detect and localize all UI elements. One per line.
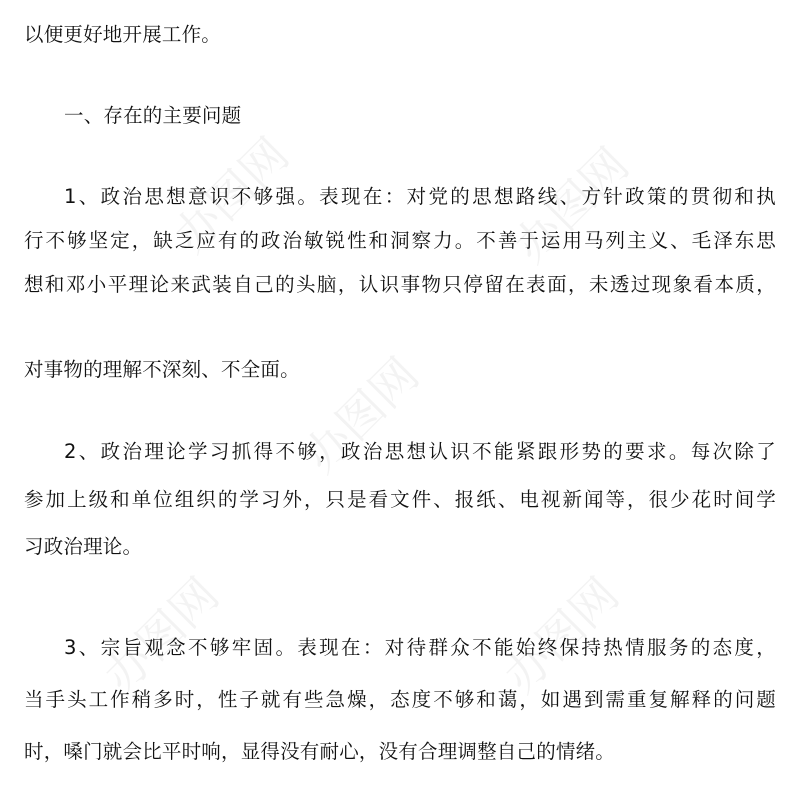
paragraph-line: 当手头工作稍多时，性子就有些急燥，态度不够和蔼，如遇到需重复解释的问题	[24, 688, 776, 711]
paragraph-line: 行不够坚定，缺乏应有的政治敏锐性和洞察力。不善于运用马列主义、毛泽东思	[24, 229, 776, 252]
paragraph-line: 想和邓小平理论来武装自己的头脑，认识事物只停留在表面，未透过现象看本质，	[24, 273, 776, 296]
watermark: 办图网	[293, 347, 430, 484]
watermark: 办图网	[93, 567, 230, 704]
paragraph-line: 参加上级和单位组织的学习外，只是看文件、报纸、电视新闻等，很少花时间学	[24, 488, 776, 511]
watermark: 办图网	[493, 567, 630, 704]
paragraph-line: 以便更好地开展工作。	[24, 23, 222, 46]
paragraph-line: 习政治理论。	[24, 535, 143, 558]
paragraph-line: 3、宗旨观念不够牢固。表现在：对待群众不能始终保持热情服务的态度，	[64, 636, 776, 659]
section-heading: 一、存在的主要问题	[64, 104, 242, 127]
paragraph-line: 对事物的理解不深刻、不全面。	[24, 358, 300, 381]
watermark: 办图网	[503, 137, 640, 274]
paragraph-line: 1、政治思想意识不够强。表现在：对党的思想路线、方针政策的贯彻和执	[64, 185, 776, 208]
paragraph-line: 2、政治理论学习抓得不够，政治思想认识不能紧跟形势的要求。每次除了	[64, 440, 776, 463]
watermark: 办图网	[163, 127, 300, 264]
paragraph-line: 时，嗓门就会比平时响，显得没有耐心，没有合理调整自己的情绪。	[24, 740, 616, 763]
